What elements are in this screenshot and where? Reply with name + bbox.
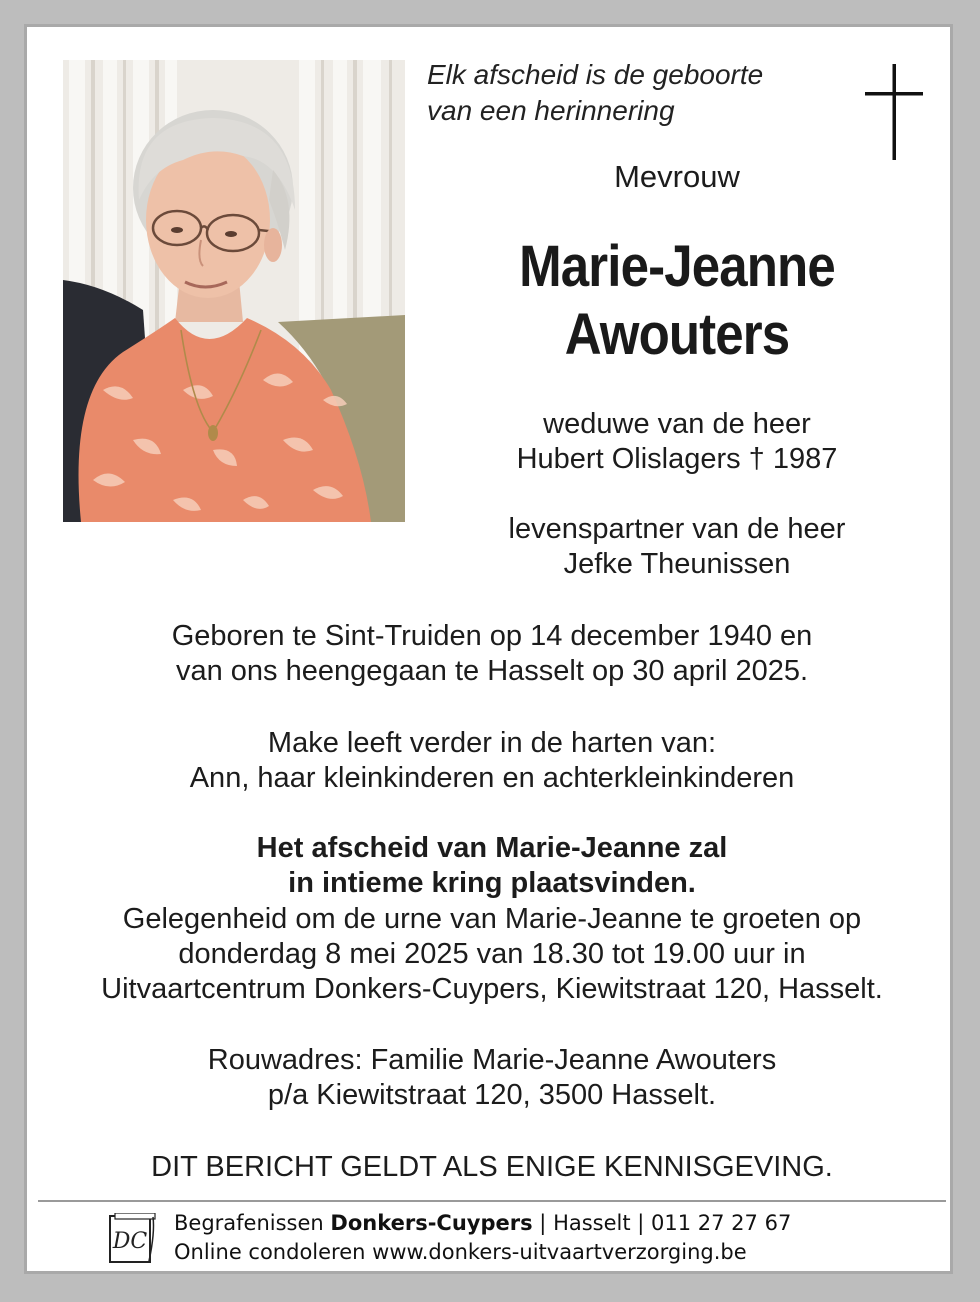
life-partner — [447, 512, 907, 582]
address-line-2: p/a Kiewitstraat 120, 3500 Hasselt. — [267, 1079, 717, 1111]
footer-separator-2: | — [630, 1211, 652, 1235]
deceased-title: Mevrouw — [614, 159, 740, 194]
widow-line-2: Hubert Olislagers † 1987 — [516, 443, 838, 475]
quote-line-1: Elk afscheid is de geboorte — [427, 59, 764, 90]
funeral-home-logo — [109, 1213, 157, 1265]
funeral-home-footer — [174, 1209, 934, 1267]
death-line: van ons heengegaan te Hasselt op 30 april 2025. — [175, 655, 809, 687]
survivors — [67, 726, 917, 796]
partner-line-2: Jefke Theunissen — [563, 548, 791, 580]
quote-line-2: van een herinnering — [427, 95, 675, 126]
obituary-card — [24, 24, 953, 1274]
footer-website-link[interactable]: www.donkers-uitvaartverzorging.be — [372, 1240, 747, 1264]
sole-notice: DIT BERICHT GELDT ALS ENIGE KENNISGEVING. — [151, 1151, 833, 1183]
cross-icon — [865, 64, 923, 160]
farewell-line-2: in intieme kring plaatsvinden. — [288, 867, 696, 899]
footer-divider — [38, 1200, 946, 1202]
address-line-1: Rouwadres: Familie Marie-Jeanne Awouters — [207, 1044, 777, 1076]
memorial-quote — [427, 57, 857, 129]
deceased-last-name: Awouters — [564, 302, 790, 367]
mourning-address — [67, 1043, 917, 1113]
deceased-name — [483, 233, 870, 369]
footer-separator-1: | — [532, 1211, 554, 1235]
deceased-first-name: Marie-Jeanne — [519, 234, 835, 299]
farewell-line-1: Het afscheid van Marie-Jeanne zal — [256, 832, 728, 864]
widow-of — [447, 407, 907, 477]
footer-city: Hasselt — [553, 1211, 631, 1235]
visitation-line-1: Gelegenheid om de urne van Marie-Jeanne te groeten op — [122, 903, 862, 935]
survivors-line-1: Make leeft verder in de harten van: — [267, 727, 717, 759]
footer-condolence-line — [174, 1238, 934, 1267]
survivors-line-2: Ann, haar kleinkinderen en achterkleinkinderen — [189, 762, 795, 794]
visitation-line-3: Uitvaartcentrum Donkers-Cuypers, Kiewitstraat 120, Hasselt. — [101, 973, 883, 1005]
footer-company: Donkers-Cuypers — [330, 1211, 533, 1235]
birth-death-info — [67, 619, 917, 689]
birth-line: Geboren te Sint-Truiden op 14 december 1940 en — [171, 620, 813, 652]
footer-contact-line — [174, 1209, 934, 1238]
visitation-line-2: donderdag 8 mei 2025 van 18.30 tot 19.00 uur in — [178, 938, 806, 970]
portrait-illustration — [63, 60, 405, 522]
widow-line-1: weduwe van de heer — [543, 408, 811, 440]
footer-prefix: Begrafenissen — [174, 1211, 331, 1235]
footer-condole-label: Online condoleren — [174, 1240, 373, 1264]
logo-monogram: DC — [112, 1229, 148, 1254]
portrait-photo — [63, 60, 405, 522]
farewell-notice — [67, 831, 917, 901]
partner-line-1: levenspartner van de heer — [508, 513, 846, 545]
footer-phone: 011 27 27 67 — [651, 1211, 792, 1235]
visitation-info — [47, 902, 937, 1007]
